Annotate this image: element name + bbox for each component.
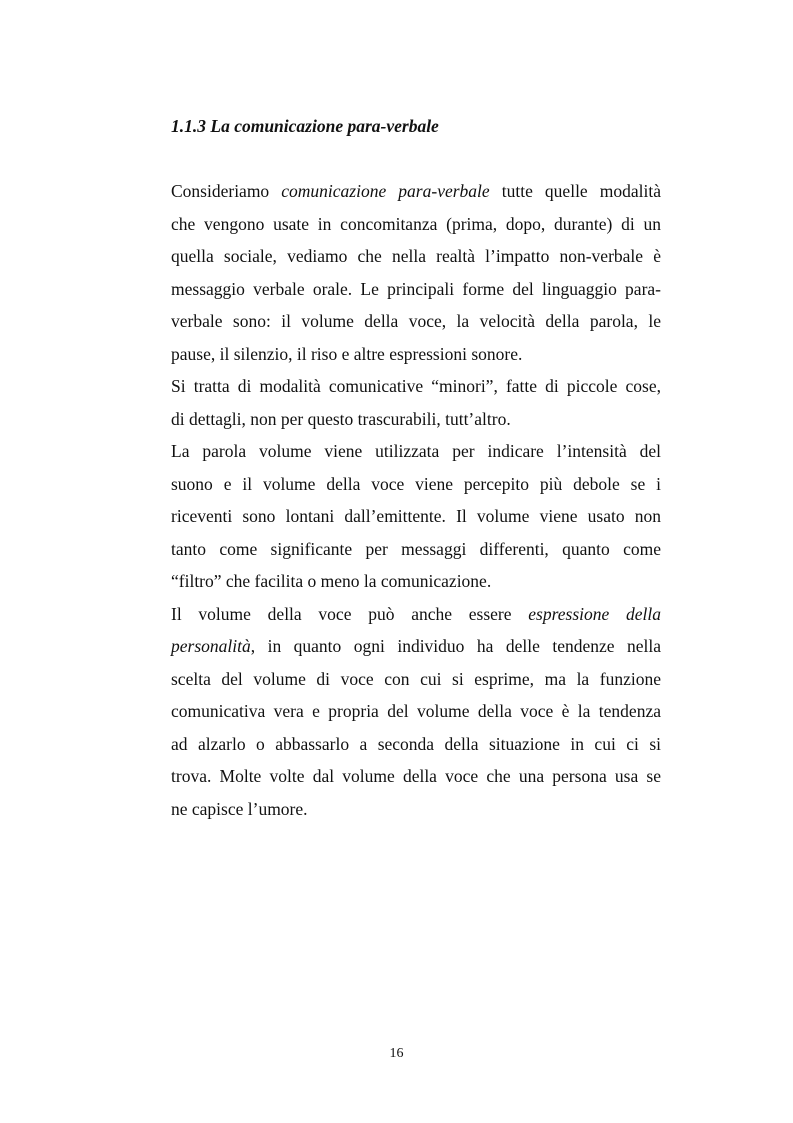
text-segment: verbale sono: il volume della voce, la velocità della parola, le (171, 311, 661, 331)
text-line (171, 309, 661, 343)
text-line (171, 634, 661, 668)
text-segment: trova. Molte volte dal volume della voce che una persona usa se (171, 766, 661, 786)
italic-text: personalità (171, 636, 251, 656)
text-segment: ne capisce l’umore. (171, 798, 308, 819)
text-line (171, 797, 661, 831)
text-segment: ad alzarlo o abbassarlo a seconda della situazione in cui ci si (171, 733, 661, 754)
text-line (171, 699, 661, 733)
italic-text: espressione della (528, 603, 661, 624)
text-segment: tutte quelle modalità (489, 181, 661, 201)
text-segment: La parola volume viene utilizzata per indicare l’intensità del (171, 441, 661, 461)
text-segment: scelta del volume di voce con cui si esprime, ma la funzione (171, 668, 661, 689)
text-segment: che vengono usate in concomitanza (prima, dopo, durante) di un (171, 213, 661, 234)
text-line (171, 374, 661, 408)
text-segment: tanto come significante per messaggi differenti, quanto come (171, 538, 661, 559)
text-segment: riceventi sono lontani dall’emittente. Il volume viene usato non (171, 506, 661, 526)
text-line (171, 472, 661, 506)
text-line (171, 732, 661, 766)
text-line (171, 439, 661, 473)
text-line (171, 407, 661, 441)
text-line (171, 764, 661, 798)
text-segment: , in quanto ogni individuo ha delle tendenze nella (250, 636, 661, 656)
text-segment: messaggio verbale orale. Le principali forme del linguaggio para- (171, 278, 661, 299)
text-line (171, 569, 661, 603)
text-segment: quella sociale, vediamo che nella realtà l’impatto non-verbale è (171, 246, 661, 266)
text-line (171, 667, 661, 701)
text-segment: comunicativa vera e propria del volume della voce è la tendenza (171, 701, 661, 721)
text-line (171, 244, 661, 278)
italic-text: comunicazione para-verbale (281, 181, 490, 201)
text-segment: pause, il silenzio, il riso e altre espressioni sonore. (171, 343, 523, 364)
text-segment: Consideriamo (171, 181, 282, 201)
text-segment: suono e il volume della voce viene percepito più debole se i (171, 473, 661, 494)
text-line (171, 179, 661, 213)
text-line (171, 342, 661, 376)
text-line (171, 212, 661, 246)
text-line (171, 277, 661, 311)
text-segment: Si tratta di modalità comunicative “minori”, fatte di piccole cose, (171, 376, 661, 396)
section-heading: 1.1.3 La comunicazione para-verbale (171, 116, 439, 136)
text-line (171, 602, 661, 636)
text-segment: Il volume della voce può anche essere (171, 603, 529, 624)
text-segment: “filtro” che facilita o meno la comunicazione. (171, 571, 492, 591)
page-number: 16 (389, 1046, 404, 1061)
text-segment: di dettagli, non per questo trascurabili, tutt’altro. (171, 408, 511, 429)
text-line (171, 537, 661, 571)
text-line (171, 504, 661, 538)
